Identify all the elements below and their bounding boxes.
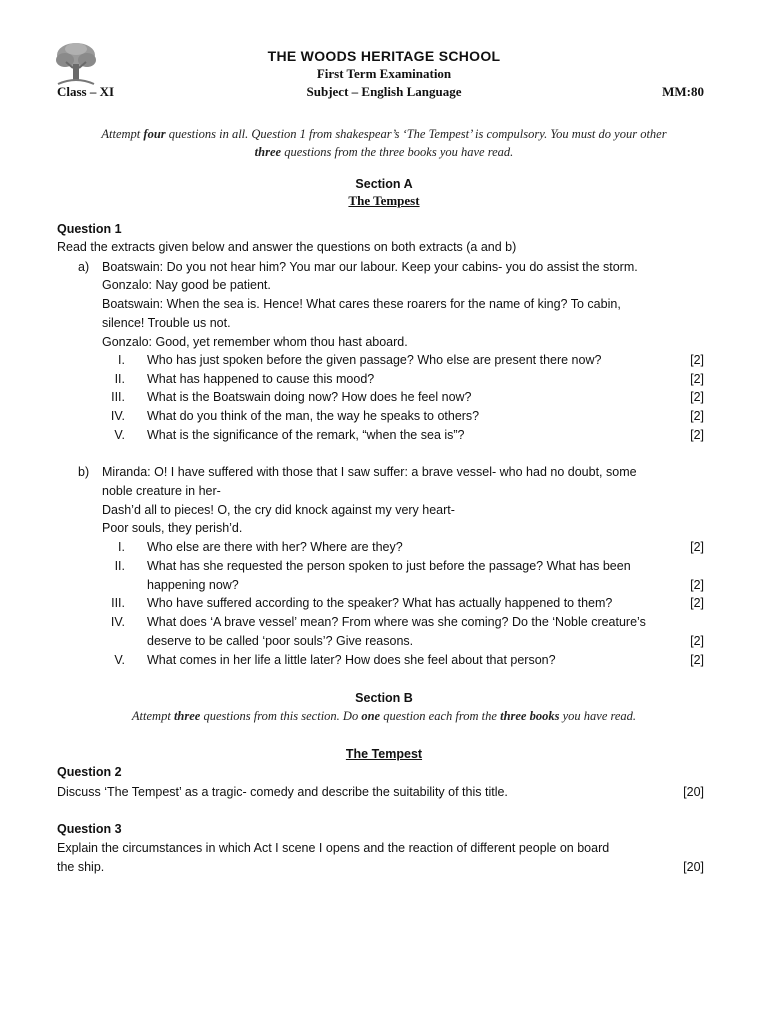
school-name: THE WOODS HERITAGE SCHOOL xyxy=(267,48,501,64)
instructions-line-2 xyxy=(0,145,768,160)
question-marks: [2] xyxy=(690,353,704,367)
question-3-text-continued: the ship. xyxy=(57,860,105,874)
book-title: The Tempest xyxy=(345,747,423,761)
extract-a-line: Gonzalo: Good, yet remember whom thou hast aboard. xyxy=(102,335,408,349)
extract-a-line: silence! Trouble us not. xyxy=(102,316,231,330)
question-text: Who have suffered according to the speaker? What has actually happened to them? xyxy=(147,596,613,610)
extract-b-line: noble creature in her- xyxy=(102,484,221,498)
question-2-marks: [20] xyxy=(683,785,704,799)
question-2-text: Discuss ‘The Tempest’ as a tragic- comedy and describe the suitability of this title. xyxy=(57,785,508,799)
question-text: Who has just spoken before the given passage? Who else are present there now? xyxy=(147,353,602,367)
question-number: III. xyxy=(111,596,125,610)
max-marks: MM:80 xyxy=(662,84,704,99)
question-marks: [2] xyxy=(690,634,704,648)
instructions-emphasis: four xyxy=(143,127,166,141)
section-a-title: Section A xyxy=(355,177,413,191)
exam-title: First Term Examination xyxy=(316,66,452,81)
note-text: question each from the xyxy=(380,709,501,723)
question-3-text: Explain the circumstances in which Act I scene I opens and the reaction of different people on board xyxy=(57,841,610,855)
question-text: What do you think of the man, the way he speaks to others? xyxy=(147,409,480,423)
question-3-marks: [20] xyxy=(683,860,704,874)
question-text: What is the Boatswain doing now? How does he feel now? xyxy=(147,390,472,404)
extract-a-line: Boatswain: Do you not hear him? You mar our labour. Keep your cabins- you do assist the storm. xyxy=(102,260,638,274)
question-number: III. xyxy=(111,390,125,404)
question-text: What has she requested the person spoken to just before the passage? What has been xyxy=(147,559,631,573)
note-text: you have read. xyxy=(559,709,637,723)
extract-b-line: Dash’d all to pieces! O, the cry did knock against my very heart- xyxy=(102,503,455,517)
instructions-text: questions from the three books you have read. xyxy=(281,145,514,159)
note-emphasis: one xyxy=(361,709,381,723)
question-marks: [2] xyxy=(690,653,704,667)
question-text: Who else are there with her? Where are they? xyxy=(147,540,403,554)
extract-a-line: Gonzalo: Nay good be patient. xyxy=(102,278,271,292)
question-marks: [2] xyxy=(690,578,704,592)
question-text-continued: deserve to be called ‘poor souls’? Give reasons. xyxy=(147,634,414,648)
question-number: IV. xyxy=(110,615,125,629)
instructions-text: questions in all. Question 1 from shakespear’s ‘The Tempest’ is compulsory. You must do your other xyxy=(165,127,667,141)
question-marks: [2] xyxy=(690,428,704,442)
section-b-title: Section B xyxy=(355,691,413,705)
question-number: V. xyxy=(114,653,125,667)
note-emphasis: three books xyxy=(500,709,560,723)
question-number: IV. xyxy=(110,409,125,423)
question-text: What is the significance of the remark, “when the sea is”? xyxy=(147,428,465,442)
question-marks: [2] xyxy=(690,409,704,423)
note-text: Attempt xyxy=(131,709,174,723)
extract-b-label: b) xyxy=(78,465,90,479)
question-text: What comes in her life a little later? How does she feel about that person? xyxy=(147,653,556,667)
question-2-heading: Question 2 xyxy=(57,765,122,779)
section-a-subtitle: The Tempest xyxy=(348,193,420,208)
instructions-line-1 xyxy=(0,127,768,142)
question-marks: [2] xyxy=(690,540,704,554)
question-1-intro: Read the extracts given below and answer the questions on both extracts (a and b) xyxy=(57,240,517,254)
question-number: I. xyxy=(118,540,125,554)
instructions-emphasis: three xyxy=(254,145,282,159)
extract-b-line: Miranda: O! I have suffered with those that I saw suffer: a brave vessel- who had no doubt, some xyxy=(102,465,637,479)
note-text: questions from this section. Do xyxy=(200,709,362,723)
question-text-continued: happening now? xyxy=(147,578,239,592)
extract-a-line: Boatswain: When the sea is. Hence! What cares these roarers for the name of king? To cabin, xyxy=(102,297,621,311)
note-emphasis: three xyxy=(173,709,201,723)
question-text: What does ‘A brave vessel’ mean? From where was she coming? Do the ‘Noble creature’s xyxy=(147,615,646,629)
class-label: Class – XI xyxy=(57,84,115,99)
section-b-note xyxy=(0,709,768,724)
subject-label: Subject – English Language xyxy=(306,84,462,99)
question-1-heading: Question 1 xyxy=(57,222,122,236)
question-3-heading: Question 3 xyxy=(57,822,122,836)
question-text: What has happened to cause this mood? xyxy=(147,372,375,386)
question-marks: [2] xyxy=(690,390,704,404)
extract-a-label: a) xyxy=(78,260,90,274)
question-marks: [2] xyxy=(690,596,704,610)
question-number: I. xyxy=(118,353,125,367)
extract-b-line: Poor souls, they perish’d. xyxy=(102,521,243,535)
question-number: V. xyxy=(114,428,125,442)
instructions-text: Attempt xyxy=(101,127,144,141)
question-number: II. xyxy=(114,372,125,386)
question-number: II. xyxy=(114,559,125,573)
question-marks: [2] xyxy=(690,372,704,386)
